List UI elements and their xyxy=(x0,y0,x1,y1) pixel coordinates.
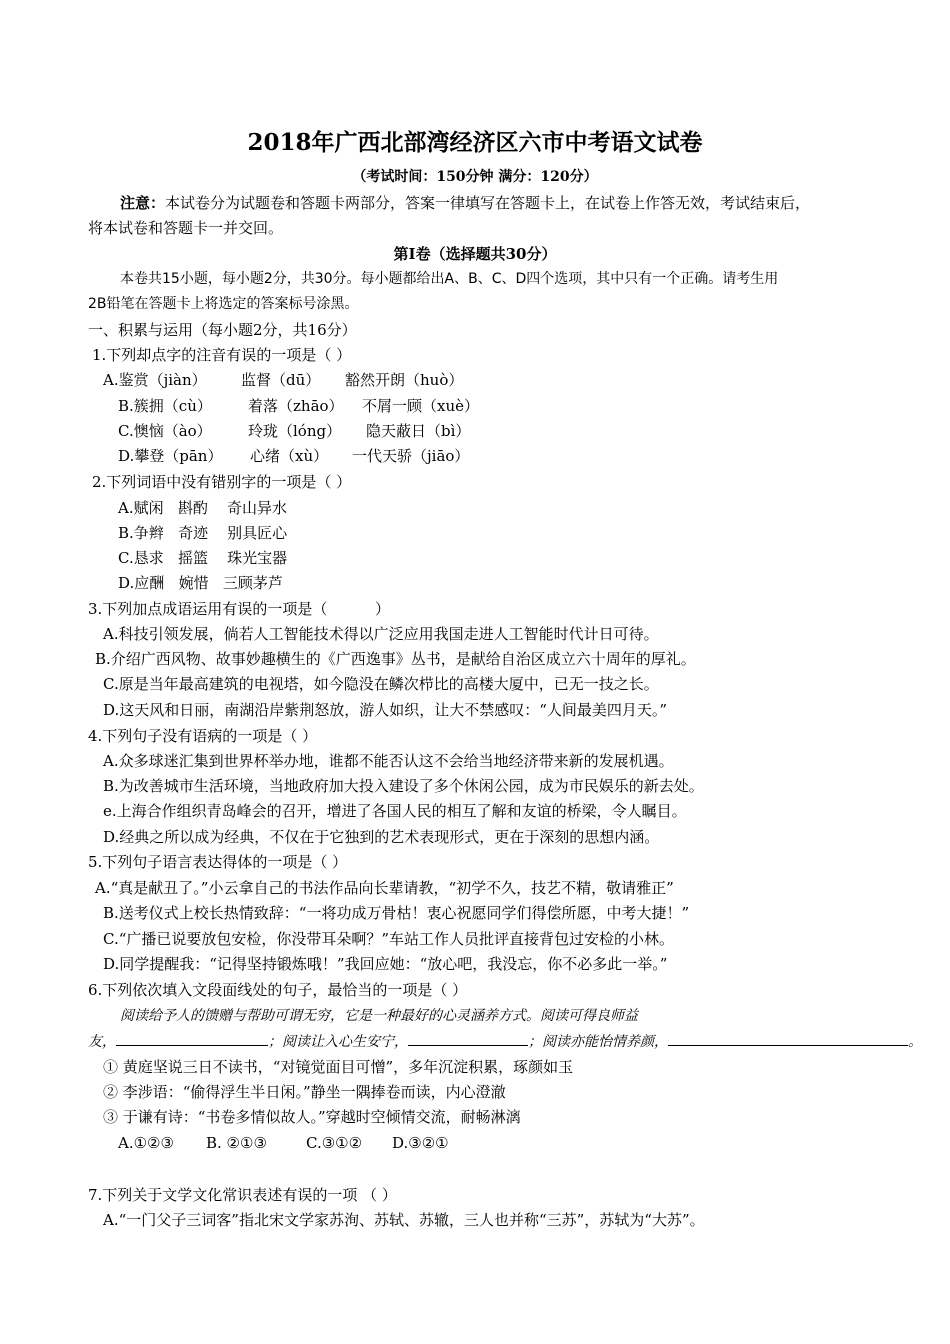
q3-stem: 3.下列加点成语运用有误的一项是（ ） xyxy=(88,600,390,618)
q6-item-1: ① 黄庭坚说三日不读书，“对镜觉面目可憎”，多年沉淀积累，琢颜如玉 xyxy=(103,1058,574,1076)
q4-option-a: A.众多球迷汇集到世界杯举办地，谁都不能否认这不会给当地经济带来新的发展机遇。 xyxy=(103,752,674,770)
q5-stem: 5.下列句子语言表达得体的一项是（ ） xyxy=(88,853,348,871)
q3-option-a: A.科技引领发展，倘若人工智能技术得以广泛应用我国走进人工智能时代计日可待。 xyxy=(103,625,659,643)
q4-stem: 4.下列句子没有语病的一项是（ ） xyxy=(88,727,318,745)
q6-item-3: ③ 于谦有诗：“书卷多情似故人。”穿越时空倾情交流，耐畅淋漓 xyxy=(103,1108,521,1126)
q1-a-1: A.鉴赏（jiàn） xyxy=(103,371,207,389)
q1-a-3: 豁然开朗（huò） xyxy=(345,371,464,389)
notice-label: 注意： xyxy=(120,194,166,212)
q3-option-d: D.这天风和日丽，南湖沿岸紫荆怒放，游人如织，让大不禁感叹：“人间最美四月天。” xyxy=(103,701,668,719)
notice-line-1 xyxy=(120,193,810,213)
q6-blank-3[interactable] xyxy=(668,1031,908,1046)
q6-passage-2a: 友， xyxy=(88,1034,116,1050)
q1-c-3: 隐天蔽日（bì） xyxy=(366,422,471,440)
q4-option-c: e.上海合作组织青岛峰会的召开，增进了各国人民的相互了解和友谊的桥梁，令人瞩目。 xyxy=(103,802,687,820)
q1-option-a xyxy=(103,370,463,390)
q6-passage-1: 阅读给予人的馈赠与帮助可谓无穷，它是一种最好的心灵涵养方式。阅读可得良师益 xyxy=(120,1008,638,1024)
q7-stem: 7.下列关于文学文化常识表述有误的一项 （ ） xyxy=(88,1186,397,1204)
q6-blank-2[interactable] xyxy=(408,1031,528,1046)
q6-choice-d: D.③②① xyxy=(392,1134,449,1152)
q1-d-3: 一代天骄（jiāo） xyxy=(352,447,470,465)
q2-stem: 2.下列词语中没有错别字的一项是（ ） xyxy=(92,473,352,491)
q5-option-b: B.送考仪式上校长热情致辞：“一将功成万骨枯！衷心祝愿同学们得偿所愿，中考大捷！” xyxy=(103,904,690,922)
q5-option-d: D.同学提醒我：“记得坚持锻炼哦！”我回应她：“放心吧，我没忘，你不必多此一举。” xyxy=(103,955,668,973)
q1-b-1: B.簇拥（cù） xyxy=(118,397,212,415)
q1-b-2: 着落（zhāo） xyxy=(248,397,344,415)
q2-option-c: C.恳求 摇篮 珠光宝器 xyxy=(118,549,288,567)
q1-stem: 1.下列却点字的注音有误的一项是（ ） xyxy=(92,346,352,364)
q1-c-2: 玲珑（lóng） xyxy=(248,422,342,440)
q1-c-1: C.懊恼（ào） xyxy=(118,422,212,440)
q7-option-a: A.“一门父子三词客”指北宋文学家苏洵、苏轼、苏辙，三人也并称“三苏”，苏轼为“大苏”。 xyxy=(103,1211,705,1229)
q6-passage-2b: ；阅读让入心生安宁， xyxy=(268,1034,408,1050)
exam-subtitle: （考试时间：150分钟 满分：120分） xyxy=(352,169,598,185)
q6-item-2: ② 李涉语：“偷得浮生半日闲。”静坐一隅捧卷而读，内心澄澈 xyxy=(103,1083,506,1101)
notice-line-2: 将本试卷和答题卡一并交回。 xyxy=(88,219,284,237)
q2-option-b: B.争辫 奇迹 别具匠心 xyxy=(118,524,288,542)
q4-option-b: B.为改善城市生活环境，当地政府加大投入建设了多个休闲公园，成为市民娱乐的新去处。 xyxy=(103,777,704,795)
q2-option-d: D.应酬 婉惜 三顾茅芦 xyxy=(118,574,283,592)
q6-passage-2c: ；阅读亦能怡情养颜， xyxy=(528,1034,668,1050)
q6-passage-2 xyxy=(88,1031,922,1052)
q1-option-d xyxy=(118,446,469,466)
q6-choices xyxy=(118,1133,449,1153)
q2-option-a: A.赋闲 斟酌 奇山异水 xyxy=(118,499,287,517)
q1-d-1: D.攀登（pān） xyxy=(118,447,223,465)
q6-choice-b: B. ②①③ xyxy=(206,1134,267,1152)
q6-passage-2d: 。 xyxy=(908,1034,922,1050)
q4-option-d: D.经典之所以成为经典，不仅在于它独到的艺术表现形式，更在于深刻的思想内涵。 xyxy=(103,828,660,846)
q1-d-2: 心绪（xù） xyxy=(250,447,329,465)
exam-title: 2018年广西北部湾经济区六市中考语文试卷 xyxy=(247,129,703,156)
q5-option-c: C.“广播已说要放包安检，你没带耳朵啊？”车站工作人员批评直接背包过安检的小林。 xyxy=(103,930,675,948)
q6-choice-c: C.③①② xyxy=(306,1134,363,1152)
part-heading: 一、积累与运用（每小题2分，共16分） xyxy=(88,321,357,339)
q1-a-2: 监督（dū） xyxy=(241,371,321,389)
q1-option-c xyxy=(118,421,470,441)
q6-blank-1[interactable] xyxy=(116,1031,268,1046)
notice-text-1: 本试卷分为试题卷和答题卡两部分，答案一律填写在答题卡上，在试卷上作答无效，考试结束后， xyxy=(165,194,811,212)
section-heading: 第Ⅰ卷（选择题共30分） xyxy=(393,245,557,263)
q3-option-c: C.原是当年最高建筑的电视塔，如今隐没在鳞次栉比的高楼大厦中，已无一技之长。 xyxy=(103,675,659,693)
section-intro-1: 本卷共15小题，每小题2分，共30分。每小题都给出A、B、C、D四个选项，其中只有一个正确。请考生用 xyxy=(120,271,779,287)
q3-option-b: B.介绍广西风物、故事妙趣横生的《广西逸事》丛书，是献给自治区成立六十周年的厚礼。 xyxy=(95,650,696,668)
q1-b-3: 不屑一顾（xuè） xyxy=(362,397,479,415)
q6-choice-a: A.①②③ xyxy=(118,1134,174,1152)
section-intro-2: 2B铅笔在答题卡上将选定的答案标号涂黑。 xyxy=(88,296,359,312)
q1-option-b xyxy=(118,396,479,416)
q5-option-a: A.“真是献丑了。”小云拿自己的书法作品向长辈请教，“初学不久，技艺不精，敬请雅正” xyxy=(95,879,674,897)
q6-stem: 6.下列依次填入文段面线处的句子，最恰当的一项是（ ） xyxy=(88,981,468,999)
